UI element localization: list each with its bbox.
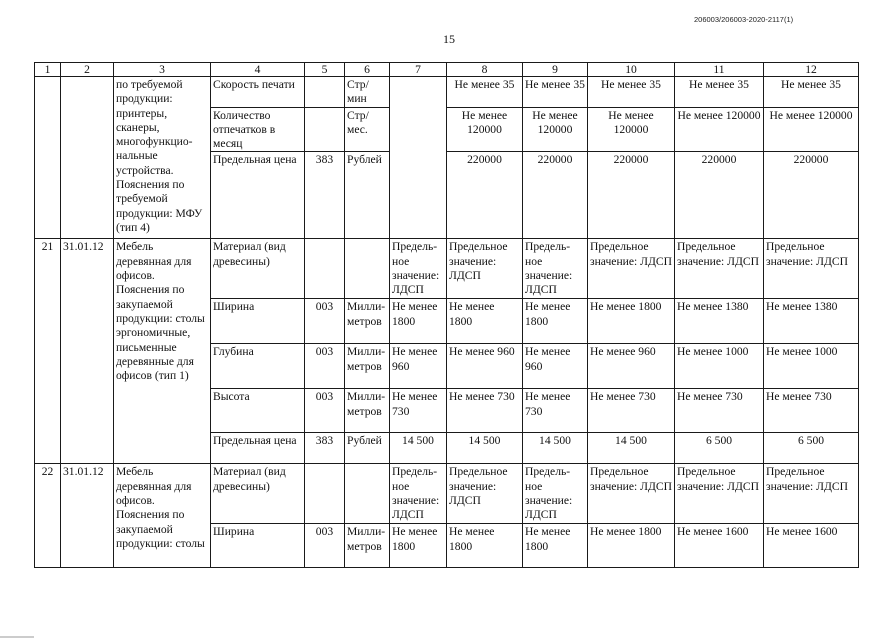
value-cell: Не менее 120000 (764, 107, 859, 152)
okpd-code-cell: 31.01.12 (61, 464, 114, 568)
unit-name: Милли-метров (345, 299, 390, 344)
table-row (35, 239, 859, 299)
value-cell: Не менее 35 (588, 77, 675, 108)
value-cell: Предель-ное значение: ЛДСП (523, 239, 588, 299)
characteristic-name: Материал (вид древесины) (211, 464, 305, 524)
specification-table (34, 62, 859, 568)
unit-code: 383 (305, 433, 345, 464)
value-cell: Не менее 35 (675, 77, 764, 108)
value-cell: Предельное значение: ЛДСП (764, 239, 859, 299)
characteristic-name: Ширина (211, 524, 305, 568)
value-cell: Не менее 120000 (675, 107, 764, 152)
value-cell: Не менее 1800 (447, 524, 523, 568)
value-cell: Не менее 1800 (447, 299, 523, 344)
value-cell: Не менее 960 (523, 344, 588, 389)
value-cell: Не менее 1600 (764, 524, 859, 568)
unit-name: Милли-метров (345, 389, 390, 433)
value-cell: 14 500 (447, 433, 523, 464)
value-cell: Предель-ное значение: ЛДСП (523, 464, 588, 524)
unit-code: 003 (305, 389, 345, 433)
table-row (35, 464, 859, 524)
unit-name: Рублей (345, 152, 390, 239)
column-header: 5 (305, 63, 345, 77)
okpd-code-cell: 31.01.12 (61, 239, 114, 464)
value-cell: Не менее 730 (588, 389, 675, 433)
column-header: 8 (447, 63, 523, 77)
column-header: 2 (61, 63, 114, 77)
column-header: 6 (345, 63, 390, 77)
value-cell: Не менее 1000 (675, 344, 764, 389)
unit-name (345, 464, 390, 524)
unit-name: Милли-метров (345, 524, 390, 568)
value-cell: Не менее 1380 (764, 299, 859, 344)
unit-code (305, 464, 345, 524)
value-cell: Не менее 730 (764, 389, 859, 433)
value-cell: 14 500 (523, 433, 588, 464)
value-cell: Не менее 960 (588, 344, 675, 389)
value-cell: Предельное значение: ЛДСП (588, 464, 675, 524)
column-header: 9 (523, 63, 588, 77)
value-cell: Не менее 1800 (390, 299, 447, 344)
characteristic-name: Высота (211, 389, 305, 433)
value-cell: Не менее 35 (447, 77, 523, 108)
value-cell: Предельное значение: ЛДСП (764, 464, 859, 524)
value-cell: 6 500 (675, 433, 764, 464)
value-cell: Не менее 730 (675, 389, 764, 433)
characteristic-name: Количество отпечатков в месяц (211, 107, 305, 152)
value-cell: Не менее 1800 (588, 524, 675, 568)
column-header: 4 (211, 63, 305, 77)
value-cell: Не менее 1800 (523, 524, 588, 568)
value-cell: Не менее 730 (390, 389, 447, 433)
unit-code: 383 (305, 152, 345, 239)
value-cell: Предельное значение: ЛДСП (588, 239, 675, 299)
unit-name: Рублей (345, 433, 390, 464)
column-header: 11 (675, 63, 764, 77)
unit-code (305, 77, 345, 108)
item-number-cell: 22 (35, 464, 61, 568)
unit-name: Милли-метров (345, 344, 390, 389)
value-cell: Не менее 730 (523, 389, 588, 433)
value-cell: Не менее 960 (447, 344, 523, 389)
unit-name: Стр/ мин (345, 77, 390, 108)
value-cell: 14 500 (390, 433, 447, 464)
item-description: Мебель деревянная для офисов. Пояснения по закупаемой продукции: столы (114, 464, 211, 568)
column-number-row (35, 63, 859, 77)
column-header: 1 (35, 63, 61, 77)
item-number-cell (35, 77, 61, 239)
value-cell: Не менее 120000 (447, 107, 523, 152)
value-cell: Не менее 960 (390, 344, 447, 389)
value-cell: Не менее 1800 (588, 299, 675, 344)
unit-code: 003 (305, 299, 345, 344)
column-header: 7 (390, 63, 447, 77)
item-number-cell: 21 (35, 239, 61, 464)
characteristic-name: Глубина (211, 344, 305, 389)
characteristic-name: Предельная цена (211, 433, 305, 464)
value-cell: Предель-ное значение: ЛДСП (390, 464, 447, 524)
column-header: 12 (764, 63, 859, 77)
value-cell: 6 500 (764, 433, 859, 464)
value-cell: Не менее 1800 (523, 299, 588, 344)
value-cell: 220000 (764, 152, 859, 239)
value-cell: Не менее 120000 (523, 107, 588, 152)
value-cell: 220000 (523, 152, 588, 239)
page-number: 15 (443, 32, 455, 46)
column-header: 3 (114, 63, 211, 77)
value-cell: Предельное значение: ЛДСП (675, 239, 764, 299)
unit-code (305, 239, 345, 299)
item-description: Мебель деревянная для офисов. Пояснения по закупаемой продукции: столы эргономичные, письменные деревянные для офисов (тип 1) (114, 239, 211, 464)
scan-edge-divider (0, 636, 34, 638)
value-cell: Предель-ное значение: ЛДСП (390, 239, 447, 299)
value-cell: 14 500 (588, 433, 675, 464)
unit-name: Стр/ мес. (345, 107, 390, 152)
value-cell (390, 77, 447, 239)
column-header: 10 (588, 63, 675, 77)
characteristic-name: Ширина (211, 299, 305, 344)
unit-code: 003 (305, 344, 345, 389)
item-description: по требуемой продукции: принтеры, сканеры, многофункцио-нальные устройства. Пояснения по требуемой продукции: МФУ (тип 4) (114, 77, 211, 239)
value-cell: Предельное значение: ЛДСП (447, 239, 523, 299)
table-row (35, 77, 859, 108)
value-cell: Не менее 120000 (588, 107, 675, 152)
value-cell: Не менее 35 (764, 77, 859, 108)
unit-code (305, 107, 345, 152)
unit-name (345, 239, 390, 299)
unit-code: 003 (305, 524, 345, 568)
value-cell: 220000 (588, 152, 675, 239)
value-cell: Предельное значение: ЛДСП (447, 464, 523, 524)
value-cell: Не менее 730 (447, 389, 523, 433)
value-cell: 220000 (675, 152, 764, 239)
characteristic-name: Скорость печати (211, 77, 305, 108)
value-cell: Не менее 1380 (675, 299, 764, 344)
characteristic-name: Предельная цена (211, 152, 305, 239)
value-cell: Не менее 1800 (390, 524, 447, 568)
value-cell: 220000 (447, 152, 523, 239)
characteristic-name: Материал (вид древесины) (211, 239, 305, 299)
document-id: 206003/206003-2020-2117(1) (694, 15, 794, 24)
value-cell: Не менее 1600 (675, 524, 764, 568)
value-cell: Не менее 35 (523, 77, 588, 108)
value-cell: Не менее 1000 (764, 344, 859, 389)
value-cell: Предельное значение: ЛДСП (675, 464, 764, 524)
okpd-code-cell (61, 77, 114, 239)
